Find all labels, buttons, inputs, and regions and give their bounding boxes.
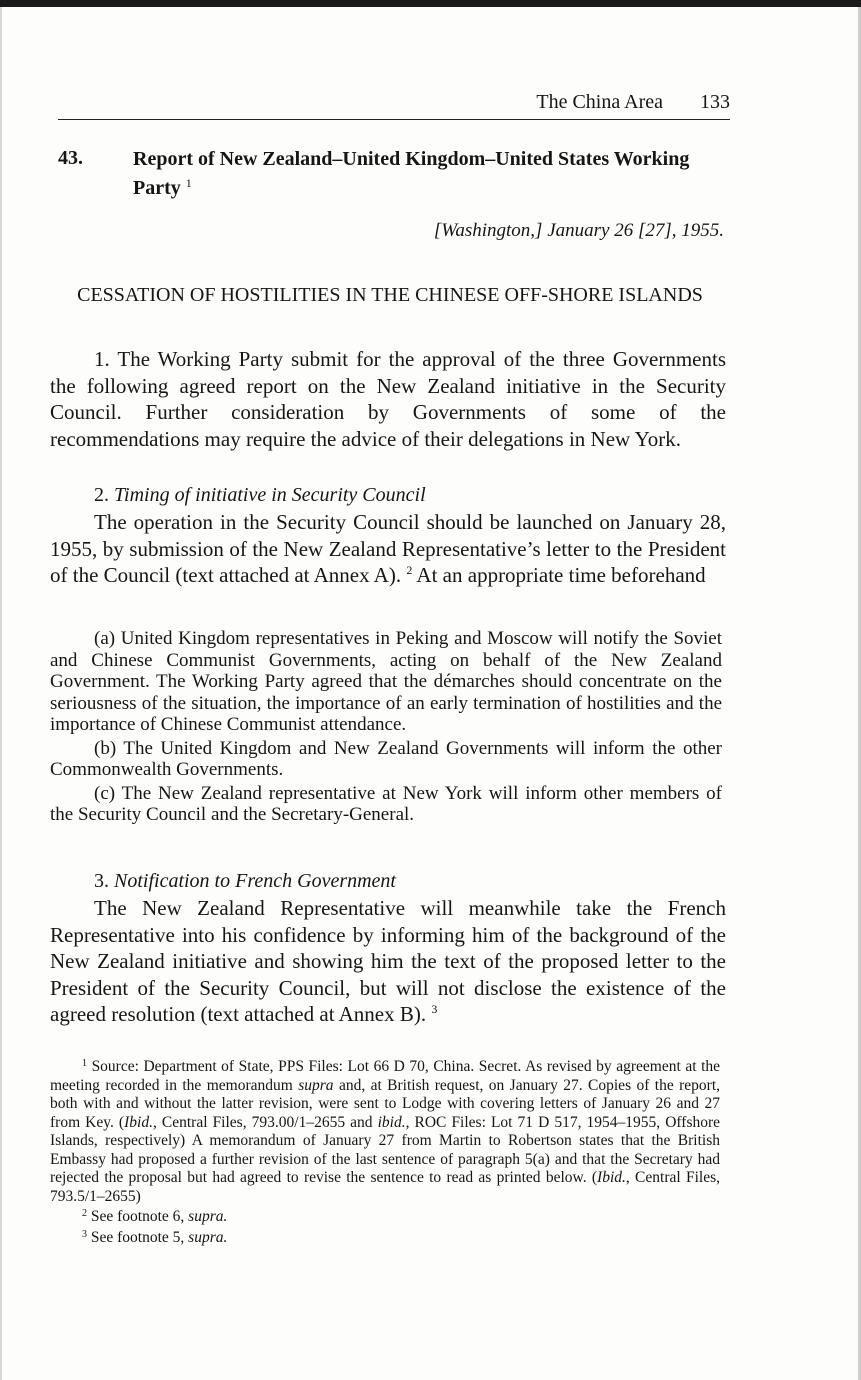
footnote-2: $^2$ See footnote 6, supra. (82, 1208, 228, 1225)
footnote-ref-2: 2 (406, 563, 413, 577)
page-left-edge (0, 7, 2, 1380)
body-text-2 (50, 482, 726, 589)
paragraph-3-title: Notification to French Government (114, 870, 396, 892)
paragraph-2 (50, 509, 726, 589)
footnote-ref-3: 3 (431, 1002, 438, 1016)
document-title-text: Report of New Zealand–United Kingdom–United States Working Party (133, 148, 690, 199)
paragraph-2-text-a: The operation in the Security Council should be launched on January 28, 1955, by submission of the New Zealand Representative’s letter to the President of the Council (text attached at Annex A). (50, 510, 726, 587)
item-a: (a) United Kingdom representatives in Peking and Moscow will notify the Soviet and Chinese Communist Governments, acting on behalf of the New Zealand Government. The Working Party agreed that the démarches should concentrate on the seriousness of the situation, the importance of an early termination of hostilities and the importance of Chinese Communist attendance. (50, 628, 722, 735)
footnotes (50, 1058, 720, 1247)
paragraph-3-text: The New Zealand Representative will meanwhile take the French Representative into his confidence by informing him of the background of the New Zealand initiative and showing him the text of the proposed letter to the President of the Security Council, but will not disclose the existence of the agreed resolution (text attached at Annex B). (50, 896, 726, 1026)
paragraph-2-heading (50, 482, 726, 508)
running-head-title: The China Area (536, 91, 663, 113)
item-b: (b) The United Kingdom and New Zealand Governments will inform the other Commonwealth Governments. (50, 737, 722, 780)
sub-items (50, 628, 722, 826)
paragraph-3-number: 3. (94, 870, 109, 892)
body-text-1 (50, 346, 726, 452)
body-text-3 (50, 868, 726, 1028)
item-c: (c) The New Zealand representative at New York will inform other members of the Security Council and the Secretary-General. (50, 782, 722, 825)
paragraph-1: 1. The Working Party submit for the approval of the three Governments the following agreed report on the New Zealand initiative in the Security Council. Further consideration by Governments of some of the recommendations may require the advice of their delegations in New York. (50, 347, 726, 451)
page-top-edge (0, 0, 861, 7)
footnote-3: $^3$ See footnote 5, supra. (82, 1228, 228, 1246)
paragraph-2-number: 2. (94, 484, 109, 506)
page-number: 133 (700, 91, 730, 113)
footnote-1: $^1$ Source: Department of State, PPS Files: Lot 66 D 70, China. Secret. As revised by agreement at the meeting recorded in the memorandum supra and, at British request, on January 27. Copies of the report, both with and without the latter revision, were sent to Lodge with covering letters of January 26 and 27 from Key. (Ibid., Central Files, 793.00/1–2655 and ibid., ROC Files: Lot 71 D 517, 1954–1955, Offshore Islands, respectively) A memorandum of January 27 from Martin to Robertson states that the British Embassy had proposed a further revision of the last sentence of paragraph 5(a) and that the Secretary had rejected the proposal but had agreed to revise the sentence to read as printed below. (Ibid., Central Files, 793.5/1–2655) (50, 1058, 721, 1205)
footnote-1-mark: 1 (82, 1058, 87, 1069)
paragraph-3-heading (50, 868, 726, 894)
running-head (58, 91, 730, 120)
footnote-3-mark: 3 (82, 1228, 87, 1240)
paragraph-3 (50, 895, 726, 1028)
paragraph-2-text-b: At an appropriate time beforehand (416, 563, 706, 587)
document-number: 43. (58, 147, 83, 169)
section-heading: CESSATION OF HOSTILITIES IN THE CHINESE OFF-SHORE ISLANDS (77, 284, 703, 306)
dateline: [Washington,] January 26 [27], 1955. (433, 220, 724, 241)
paragraph-2-title: Timing of initiative in Security Council (114, 484, 426, 506)
document-title (133, 147, 723, 200)
footnote-ref-1: 1 (185, 176, 192, 190)
footnote-2-mark: 2 (82, 1208, 87, 1219)
